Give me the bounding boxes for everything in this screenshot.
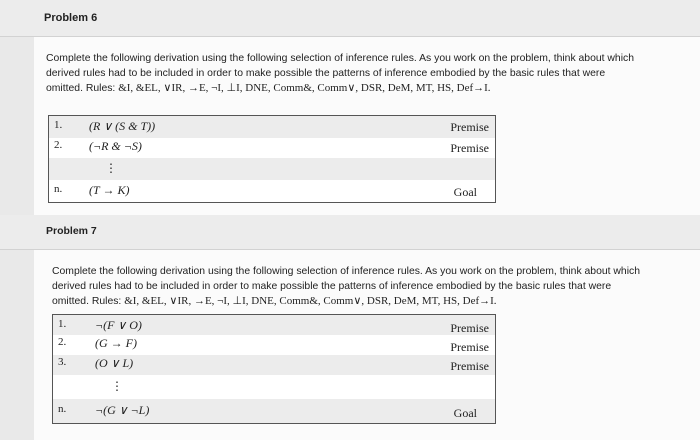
derivation-line bbox=[49, 138, 495, 158]
prompt-line: Complete the following derivation using the following selection of inference rules. As you work on the problem, think about which bbox=[52, 266, 640, 277]
derivation-line bbox=[49, 116, 495, 138]
formula: (¬R & ¬S) bbox=[89, 139, 142, 153]
formula: ¬(F ∨ O) bbox=[95, 318, 142, 332]
justification: Goal bbox=[453, 185, 477, 199]
prompt-line-rules bbox=[46, 81, 686, 96]
prompt-line: derived rules had to be included in order to make possible the patterns of inference embodied by the basic rules that were bbox=[52, 281, 612, 292]
formula: (O ∨ L) bbox=[95, 356, 134, 370]
line-number: 1. bbox=[58, 318, 67, 330]
line-number: 2. bbox=[54, 139, 63, 151]
problem-7-body bbox=[34, 250, 700, 440]
justification: Premise bbox=[450, 340, 489, 354]
derivation-box-7 bbox=[52, 314, 496, 424]
justification: Goal bbox=[453, 406, 477, 420]
line-number: 2. bbox=[58, 336, 67, 348]
derivation-line bbox=[53, 315, 495, 335]
derivation-ellipsis-row bbox=[49, 158, 495, 180]
derivation-line bbox=[53, 335, 495, 355]
formula: (G → F) bbox=[95, 336, 137, 350]
rules-lead: omitted. Rules: bbox=[46, 83, 119, 94]
vertical-ellipsis: ⋮ bbox=[111, 379, 123, 393]
prompt-line-rules bbox=[52, 294, 692, 309]
prompt-line: Complete the following derivation using the following selection of inference rules. As you work on the problem, think about which bbox=[46, 53, 634, 64]
rules-lead: omitted. Rules: bbox=[52, 296, 125, 307]
line-number: n. bbox=[54, 183, 63, 195]
line-number: n. bbox=[58, 403, 67, 415]
formula: (T → K) bbox=[89, 183, 130, 197]
line-number: 1. bbox=[54, 119, 63, 131]
derivation-line bbox=[53, 355, 495, 375]
justification: Premise bbox=[450, 359, 489, 373]
problem-6-body bbox=[34, 37, 700, 215]
rules-list: &I, &EL, ∨IR, →E, ¬I, ⊥I, DNE, Comm&, Comm∨, DSR, DeM, MT, HS, Def→I. bbox=[124, 295, 497, 307]
derivation-line bbox=[53, 399, 495, 423]
derivation-ellipsis-row bbox=[53, 375, 495, 399]
rules-list: &I, &EL, ∨IR, →E, ¬I, ⊥I, DNE, Comm&, Comm∨, DSR, DeM, MT, HS, Def→I. bbox=[118, 82, 491, 94]
problem-6-header bbox=[0, 0, 700, 37]
problem-7-title: Problem 7 bbox=[46, 225, 97, 237]
prompt-line: derived rules had to be included in order to make possible the patterns of inference embodied by the basic rules that were bbox=[46, 68, 606, 79]
vertical-ellipsis: ⋮ bbox=[105, 161, 117, 175]
line-number: 3. bbox=[58, 356, 67, 368]
justification: Premise bbox=[450, 321, 489, 335]
justification: Premise bbox=[450, 141, 489, 155]
derivation-line bbox=[49, 180, 495, 202]
derivation-box-6 bbox=[48, 115, 496, 203]
formula: (R ∨ (S & T)) bbox=[89, 119, 156, 133]
problem-6-prompt bbox=[46, 51, 686, 96]
problem-7-header bbox=[0, 215, 700, 250]
formula: ¬(G ∨ ¬L) bbox=[95, 403, 150, 417]
problem-7-prompt bbox=[52, 264, 692, 309]
problem-6-title: Problem 6 bbox=[44, 12, 98, 24]
justification: Premise bbox=[450, 120, 489, 134]
